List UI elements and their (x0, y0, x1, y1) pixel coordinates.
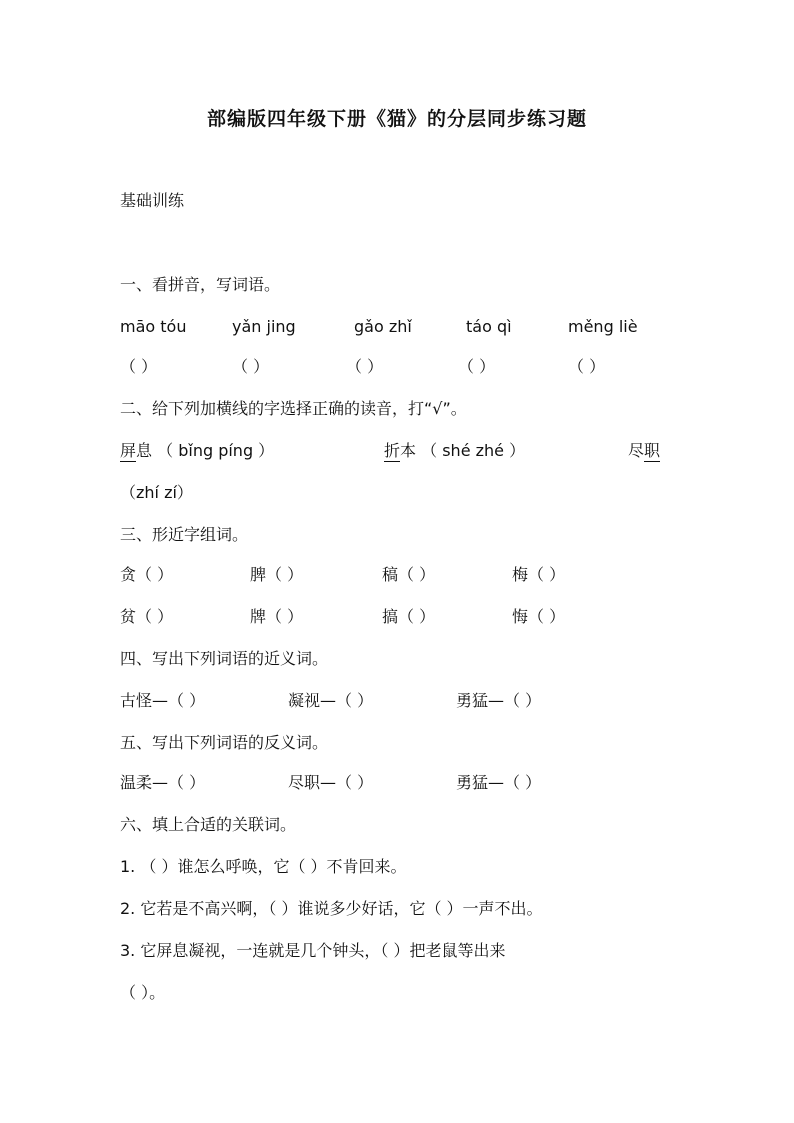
q5-row (120, 772, 680, 794)
underlined-char: 职 (644, 441, 661, 460)
antonym-item[interactable]: 尽职—（ ） (288, 773, 374, 792)
word-item[interactable]: 贪（ ） (120, 565, 174, 584)
synonym-item[interactable]: 勇猛—（ ） (456, 691, 542, 710)
word-item[interactable]: 搞（ ） (382, 607, 436, 626)
word-item[interactable]: 脾（ ） (250, 565, 304, 584)
page-title: 部编版四年级下册《猫》的分层同步练习题 (206, 108, 587, 130)
q1-heading: 一、看拼音，写词语。 (120, 275, 281, 294)
antonym-item[interactable]: 勇猛—（ ） (456, 773, 542, 792)
q5-heading: 五、写出下列词语的反义词。 (120, 733, 329, 752)
plain-char: 本 (400, 441, 417, 460)
word-item[interactable]: 贫（ ） (120, 607, 174, 626)
answer-blank[interactable]: （ ） (232, 357, 270, 376)
synonym-item[interactable]: 古怪—（ ） (120, 691, 206, 710)
q2-item-3 (628, 440, 660, 462)
word-item[interactable]: 梅（ ） (512, 565, 566, 584)
q6-sentence-2[interactable]: 2. 它若是不高兴啊，（ ）谁说多少好话，它（ ）一声不出。 (120, 899, 543, 918)
underlined-char: 折 (384, 441, 401, 460)
pinyin-item: māo tóu (120, 317, 187, 336)
pinyin-item: yǎn jing (232, 317, 296, 336)
pinyin-options[interactable]: （ bǐng píng ） (157, 441, 275, 460)
q4-heading: 四、写出下列词语的近义词。 (120, 649, 329, 668)
plain-char: 息 (136, 441, 153, 460)
antonym-item[interactable]: 温柔—（ ） (120, 773, 206, 792)
q6-heading: 六、填上合适的关联词。 (120, 815, 297, 834)
word-item[interactable]: 稿（ ） (382, 565, 436, 584)
q4-row (120, 690, 680, 712)
q1-blank-row (120, 356, 680, 378)
q3-row-1 (120, 564, 680, 586)
pinyin-item: měng liè (568, 317, 638, 336)
q2-items-row (120, 440, 700, 464)
q6-sentence-3-cont[interactable]: （ ）。 (120, 983, 166, 1002)
word-item[interactable]: 牌（ ） (250, 607, 304, 626)
pinyin-item: gǎo zhǐ (354, 317, 412, 336)
q2-item-1 (120, 440, 274, 462)
section-heading: 基础训练 (120, 191, 185, 210)
plain-char: 尽 (628, 441, 645, 460)
pinyin-item: táo qì (466, 317, 512, 336)
underlined-char: 屏 (120, 441, 137, 460)
q2-item-2 (384, 440, 525, 462)
pinyin-options[interactable]: （ shé zhé ） (421, 441, 526, 460)
q6-sentence-1[interactable]: 1. （ ）谁怎么呼唤，它（ ）不肯回来。 (120, 857, 407, 876)
q6-sentence-3[interactable]: 3. 它屏息凝视，一连就是几个钟头，（ ）把老鼠等出来 (120, 941, 506, 960)
synonym-item[interactable]: 凝视—（ ） (288, 691, 374, 710)
answer-blank[interactable]: （ ） (458, 357, 496, 376)
answer-blank[interactable]: （ ） (568, 357, 606, 376)
q3-heading: 三、形近字组词。 (120, 525, 249, 544)
word-item[interactable]: 悔（ ） (512, 607, 566, 626)
answer-blank[interactable]: （ ） (346, 357, 384, 376)
q2-heading: 二、给下列加横线的字选择正确的读音，打“√”。 (120, 399, 467, 418)
q3-row-2 (120, 606, 680, 628)
q2-item-3-options[interactable]: （zhí zí） (120, 483, 193, 502)
answer-blank[interactable]: （ ） (120, 357, 158, 376)
q1-pinyin-row (120, 316, 680, 338)
